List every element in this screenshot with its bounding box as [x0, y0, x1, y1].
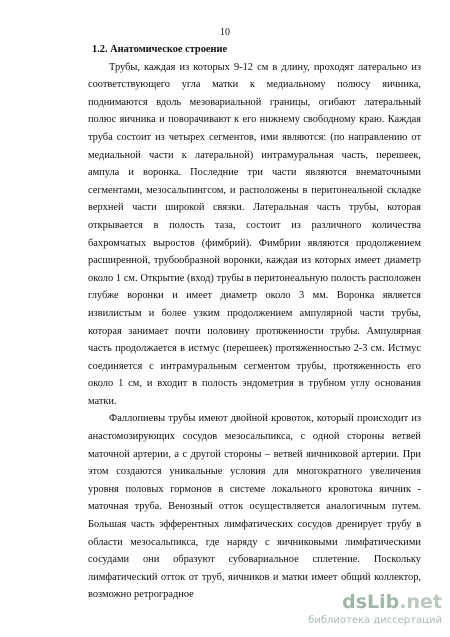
- watermark: [308, 591, 442, 631]
- watermark-logo: dsLib.net: [342, 591, 442, 613]
- page-content: [88, 41, 421, 604]
- paragraph-blood-supply: Фаллопиевы трубы имеют двойной кровоток, который происходит из анастомозирующих сосудов мезосальпикса, с одной стороны ветвей маточной артерии, а с другой стороны – ветвей яичниковой артерии. При этом создаются уникальные условия для многократного увеличения уровня половых гормонов в системе локального кровотока яичник - маточная труба. Венозный отток осуществляется аналогичным путем. Большая часть эфферентных лимфатических сосудов дренирует трубу в области мезосальпикса, где наряду с яичниковыми лимфатическими сосудами они образуют субовариальное сплетение. Поскольку лимфатический отток от труб, яичников и матки имеет общий коллектор, возможно ретроградное: [88, 413, 421, 601]
- section-heading: 1.2. Анатомическое строение: [92, 44, 228, 55]
- watermark-subtitle: библиотека диссертаций: [308, 615, 442, 626]
- page-number: 10: [220, 27, 230, 38]
- paragraph-anatomy: Трубы, каждая из которых 9-12 см в длину, проходят латерально из соответствующего угла матки к медиальному полюсу яичника, поднимаются вдоль мезовариальной границы, огибают латеральный полюс яичника и поворачивают к его нижнему свободному краю. Каждая труба состоит из четырех сегментов, ими являются: (по направлению от медиальной части к латеральной) интрамуральная часть, перешеек, ампула и воронка. Последние три части являются внематочными сегментами, мезосальпингсом, и расположены в перитонеальной складке верхней части широкой связки. Латеральная часть трубы, которая открывается в полость таза, состоит из различного количества бахромчатых выростов (фимбрий). Фимбрии являются продолжением расширенной, трубообразной воронки, каждая из которых имеет диаметр около 1 см. Открытие (вход) трубы в перитонеальную полость расположен глубже воронки и имеет диаметр около 3 мм. Воронка является извилистым и более узким продолжением ампулярной части трубы, которая занимает почти половину протяженности трубы. Ампулярная часть продолжается в истмус (перешеек) протяженностью 2-3 см. Истмус соединяется с интрамуральным сегментом трубы, протяженность его около 1 см, и входит в полость эндометрия в трубном углу основания матки.: [88, 61, 421, 407]
